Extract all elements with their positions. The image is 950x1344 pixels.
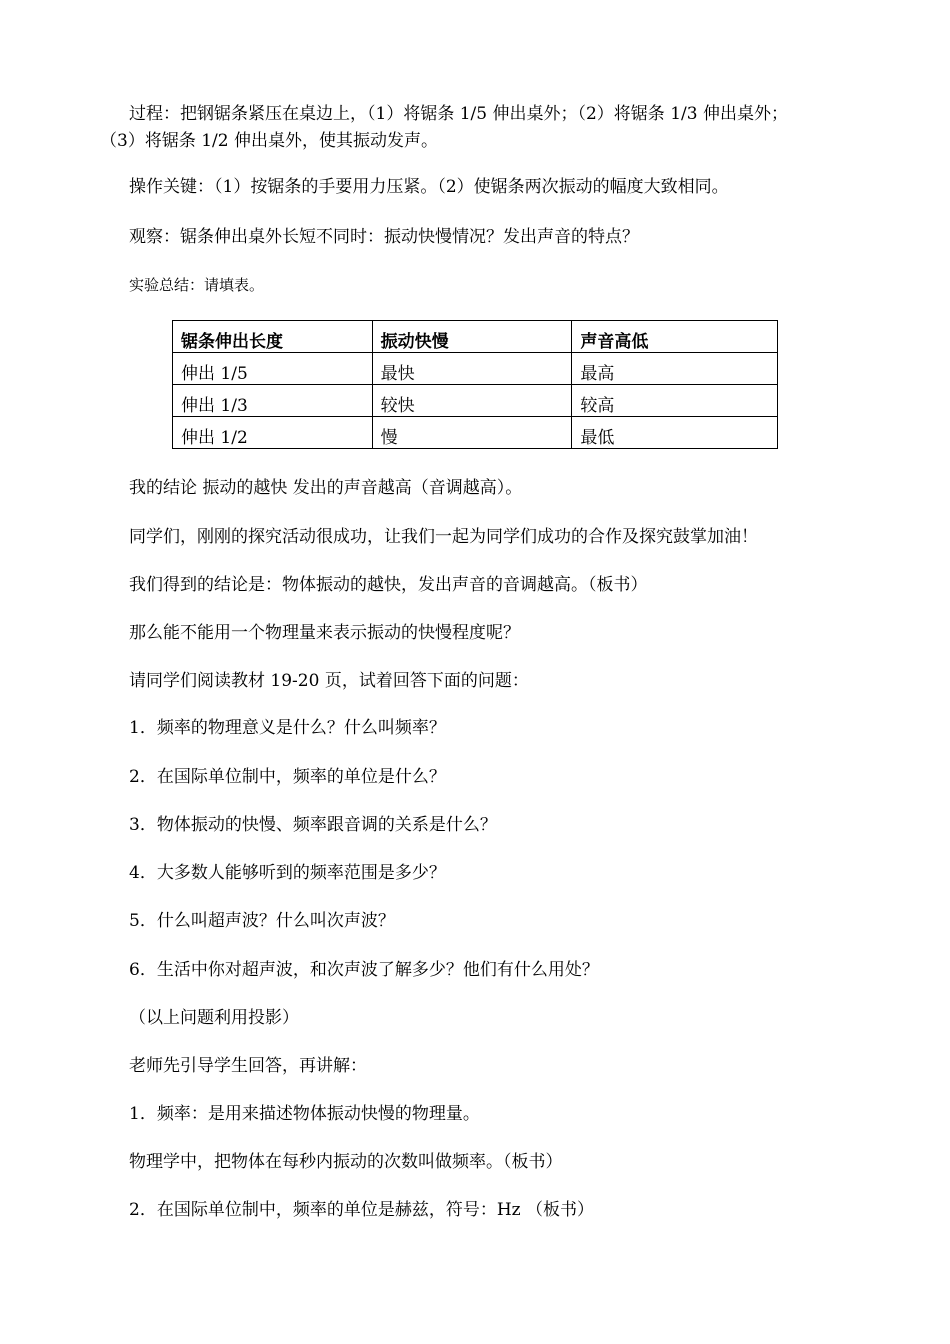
experiment-table [172,320,778,449]
table-header-cell: 锯条伸出长度 [173,321,373,353]
question-item: 3．物体振动的快慢、频率跟音调的关系是什么？ [129,815,497,835]
table-cell: 最高 [572,353,778,385]
table-cell: 最低 [572,417,778,449]
answer-2-paragraph: 2．在国际单位制中，频率的单位是赫兹，符号：Hz （板书） [129,1200,595,1220]
table-row [173,385,778,417]
answer-1-paragraph: 1．频率：是用来描述物体振动快慢的物理量。 [129,1104,480,1124]
teacher-guide-paragraph: 老师先引导学生回答，再讲解： [129,1056,367,1076]
table-cell: 伸出 1/2 [173,417,373,449]
table-header-row [173,321,778,353]
table-cell: 较高 [572,385,778,417]
table-cell: 最快 [372,353,572,385]
question-item: 6．生活中你对超声波，和次声波了解多少？他们有什么用处？ [129,960,599,980]
process-paragraph-line-1: 过程：把钢锯条紧压在桌边上，（1）将锯条 1/5 伸出桌外；（2）将锯条 1/3 伸出桌外； [129,104,788,124]
table-row [173,417,778,449]
table-cell: 较快 [372,385,572,417]
table-row [173,353,778,385]
table-cell: 慢 [372,417,572,449]
process-paragraph-line-2: （3）将锯条 1/2 伸出桌外，使其振动发声。 [100,131,438,151]
reading-paragraph: 请同学们阅读教材 19-20 页，试着回答下面的问题： [129,671,529,691]
table-cell: 伸出 1/3 [173,385,373,417]
answer-1-definition: 物理学中，把物体在每秒内振动的次数叫做频率。（板书） [129,1152,563,1172]
observe-paragraph: 观察：锯条伸出桌外长短不同时：振动快慢情况？发出声音的特点？ [129,227,639,247]
question-item: 5．什么叫超声波？什么叫次声波？ [129,911,395,931]
table-cell: 伸出 1/5 [173,353,373,385]
praise-paragraph: 同学们，刚刚的探究活动很成功，让我们一起为同学们成功的合作及探究鼓掌加油！ [129,527,758,547]
my-conclusion-paragraph: 我的结论 振动的越快 发出的声音越高（音调越高）。 [129,478,523,498]
question-item: 2．在国际单位制中，频率的单位是什么？ [129,767,446,787]
table-header-cell: 振动快慢 [372,321,572,353]
projection-note: （以上问题利用投影） [129,1008,299,1028]
question-intro-paragraph: 那么能不能用一个物理量来表示振动的快慢程度呢？ [129,623,520,643]
question-item: 4．大多数人能够听到的频率范围是多少？ [129,863,446,883]
question-item: 1．频率的物理意义是什么？什么叫频率？ [129,718,446,738]
table-header-cell: 声音高低 [572,321,778,353]
summary-label: 实验总结：请填表。 [129,276,265,294]
operation-key-paragraph: 操作关键：（1）按锯条的手要用力压紧。（2）使锯条两次振动的幅度大致相同。 [129,177,729,197]
conclusion-paragraph: 我们得到的结论是：物体振动的越快，发出声音的音调越高。（板书） [129,575,648,595]
